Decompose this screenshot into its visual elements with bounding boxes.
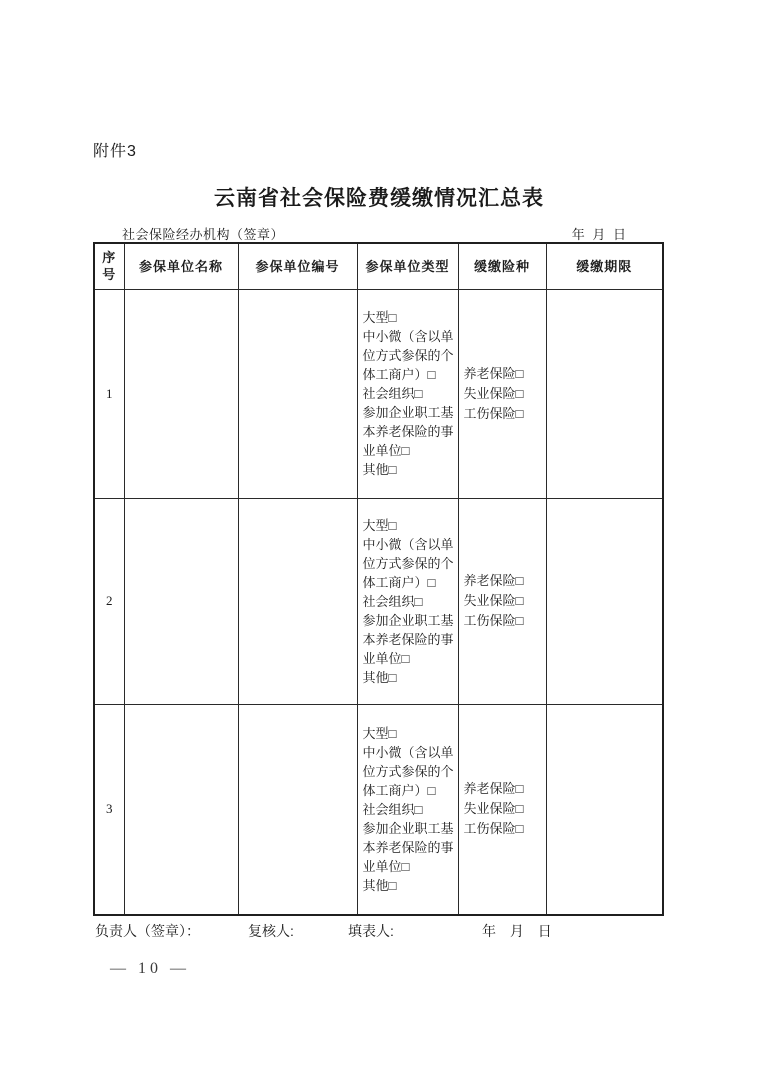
preparer-label: 填表人: [348,923,394,939]
reviewer-label: 复核人: [248,923,294,939]
insurance-option: 失业保险□ [463,801,524,817]
attachment-label: 附件3 [93,143,137,160]
deferral-summary-table [93,242,664,916]
signature-footer [0,921,758,941]
insurance-cell [458,289,546,498]
insurance-options [464,779,544,839]
unit-type-option: 参加企业职工基本养老保险的事业单位□ [362,405,454,458]
unit-type-option: 大型□ [362,517,397,533]
col-header-unit-name: 参保单位名称 [124,243,238,289]
insurance-cell [458,704,546,915]
unit-type-option: 其他□ [362,462,397,477]
unit-name-cell [124,704,238,915]
insurance-cell [458,498,546,704]
unit-name-cell [124,498,238,704]
insurance-option: 失业保险□ [463,385,524,401]
col-header-unit-code: 参保单位编号 [238,243,357,289]
deferral-period-cell [546,498,663,704]
table-row [94,704,663,915]
unit-type-options [363,308,456,479]
unit-type-option: 中小微（含以单位方式参保的个体工商户）□ [362,536,454,590]
insurance-option: 工伤保险□ [463,821,524,837]
unit-type-option: 大型□ [362,310,397,325]
unit-type-options [363,516,456,687]
unit-type-cell [357,498,458,704]
unit-code-cell [238,498,357,704]
agency-signature-label: 社会保险经办机构（签章） [122,227,285,242]
unit-type-cell [357,289,458,498]
insurance-options [464,364,544,424]
deferral-period-cell [546,289,663,498]
table-row [94,289,663,498]
unit-type-option: 参加企业职工基本养老保险的事业单位□ [362,820,454,874]
col-header-insurance: 缓缴险种 [458,243,546,289]
unit-type-option: 社会组织□ [362,386,423,401]
unit-type-option: 其他□ [362,877,397,893]
insurance-option: 养老保险□ [463,781,524,797]
unit-code-cell [238,704,357,915]
unit-code-cell [238,289,357,498]
unit-type-options [363,724,456,895]
unit-type-option: 社会组织□ [362,593,423,609]
col-header-unit-type: 参保单位类型 [357,243,458,289]
insurance-option: 工伤保险□ [463,405,524,421]
unit-type-option: 中小微（含以单位方式参保的个体工商户）□ [362,329,454,382]
header-date-label: 年 月 日 [571,227,628,242]
page-number: — 10 — [110,960,190,977]
unit-type-option: 社会组织□ [362,801,423,817]
deferral-period-cell [546,704,663,915]
footer-date-label: 年 月 日 [482,923,557,939]
insurance-option: 工伤保险□ [463,613,524,628]
responsible-person-label: 负责人（签章）： [95,923,200,939]
unit-type-option: 参加企业职工基本养老保险的事业单位□ [362,612,454,666]
insurance-option: 失业保险□ [463,593,524,608]
unit-type-option: 大型□ [362,725,397,741]
unit-type-option: 中小微（含以单位方式参保的个体工商户）□ [362,744,454,798]
table-header-row [94,243,663,289]
insurance-options [464,571,544,631]
col-header-index: 序号 [94,243,124,289]
table-row [94,498,663,704]
col-header-period: 缓缴期限 [546,243,663,289]
row-index-cell: 3 [94,704,124,915]
row-index-cell: 1 [94,289,124,498]
unit-name-cell [124,289,238,498]
insurance-option: 养老保险□ [463,365,524,381]
unit-type-cell [357,704,458,915]
insurance-option: 养老保险□ [463,573,524,588]
document-title: 云南省社会保险费缓缴情况汇总表 [214,187,544,210]
table-subheader [93,224,662,242]
row-index-cell: 2 [94,498,124,704]
unit-type-option: 其他□ [362,669,397,685]
